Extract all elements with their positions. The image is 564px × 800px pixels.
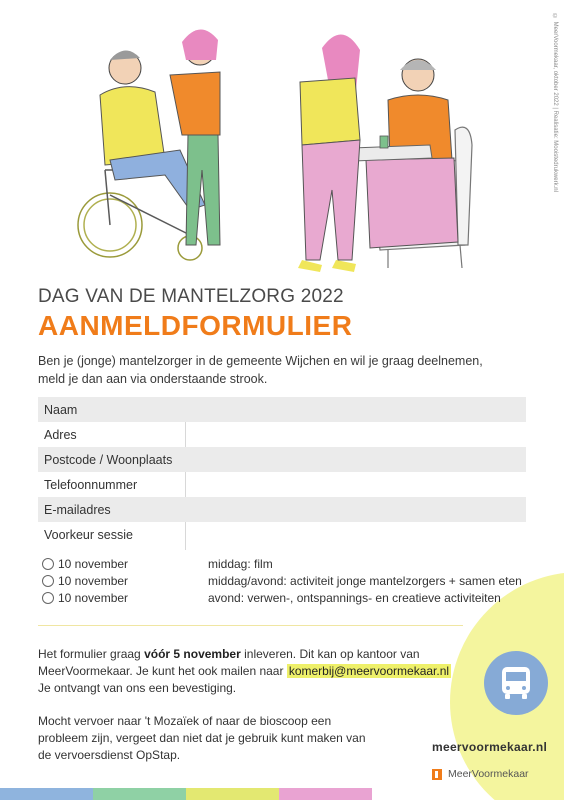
form-row-telefoonnummer[interactable] — [38, 472, 526, 497]
confirmation-text: Je ontvangt van ons een bevestiging. — [38, 681, 237, 695]
credit-text: © MeerVoormekaar, oktober 2022 | Realisatie: Mooistedrukwerk.nl — [552, 14, 558, 192]
page-title: AANMELDFORMULIER — [38, 310, 353, 341]
form-label: Adres — [44, 427, 77, 442]
session-description: avond: verwen-, ontspannings- en creatieve activiteiten — [208, 590, 501, 605]
brand-name: MeerVoormekaar — [448, 768, 529, 780]
color-bar-segment — [93, 788, 186, 800]
meervoormekaar-logo-icon — [432, 769, 442, 780]
submission-middle: inleveren. Dit kan op kantoor van MeerVoormekaar. Je kunt het ook mailen naar — [38, 647, 420, 678]
form-row-postcode-woonplaats[interactable] — [38, 447, 526, 472]
form-row-e-mailadres[interactable] — [38, 497, 526, 522]
form-label: Voorkeur sessie — [44, 527, 133, 542]
session-option[interactable] — [42, 589, 532, 606]
form-label: Telefoonnummer — [44, 477, 138, 492]
transport-note: Mocht vervoer naar 't Mozaïek of naar de bioscoop een probleem zijn, vergeet dan niet dat je gebruik kunt maken van de vervoersdienst OpStap. — [38, 714, 366, 762]
radio-button[interactable] — [42, 558, 54, 570]
form-label: Postcode / Woonplaats — [44, 452, 173, 467]
session-options — [42, 555, 532, 606]
color-bar — [0, 788, 372, 800]
session-description: middag: film — [208, 556, 273, 571]
session-option[interactable] — [42, 572, 532, 589]
form-row-voorkeur-sessie[interactable] — [38, 522, 526, 547]
color-bar-segment — [186, 788, 279, 800]
brand — [432, 768, 529, 780]
form-row-naam[interactable] — [38, 397, 526, 422]
session-date: 10 november — [58, 556, 129, 571]
color-bar-segment — [0, 788, 93, 800]
form-label: Naam — [44, 402, 78, 417]
radio-button[interactable] — [42, 575, 54, 587]
bus-icon — [484, 651, 548, 715]
session-option[interactable] — [42, 555, 532, 572]
separator-line — [38, 625, 463, 626]
form-label: E-mailadres — [44, 502, 111, 517]
session-description: middag/avond: activiteit jonge mantelzorgers + samen eten — [208, 573, 522, 588]
page-subtitle: DAG VAN DE MANTELZORG 2022 — [38, 286, 344, 307]
color-bar-segment — [279, 788, 372, 800]
submission-info — [38, 646, 478, 697]
website-link[interactable]: meervoormekaar.nl — [432, 740, 548, 754]
radio-button[interactable] — [42, 592, 54, 604]
submission-prefix: Het formulier graag — [38, 647, 141, 661]
session-date: 10 november — [58, 590, 129, 605]
form-row-adres[interactable] — [38, 422, 526, 447]
intro-text: Ben je (jonge) mantelzorger in de gemeente Wijchen en wil je graag deelnemen, meld je dan aan via onderstaande strook. — [38, 354, 483, 386]
email-link[interactable]: komerbij@meervoormekaar.nl — [288, 664, 450, 678]
caregivers-illustration — [70, 20, 490, 275]
session-date: 10 november — [58, 573, 129, 588]
registration-form — [38, 397, 526, 547]
submission-deadline: vóór 5 november — [144, 647, 241, 661]
